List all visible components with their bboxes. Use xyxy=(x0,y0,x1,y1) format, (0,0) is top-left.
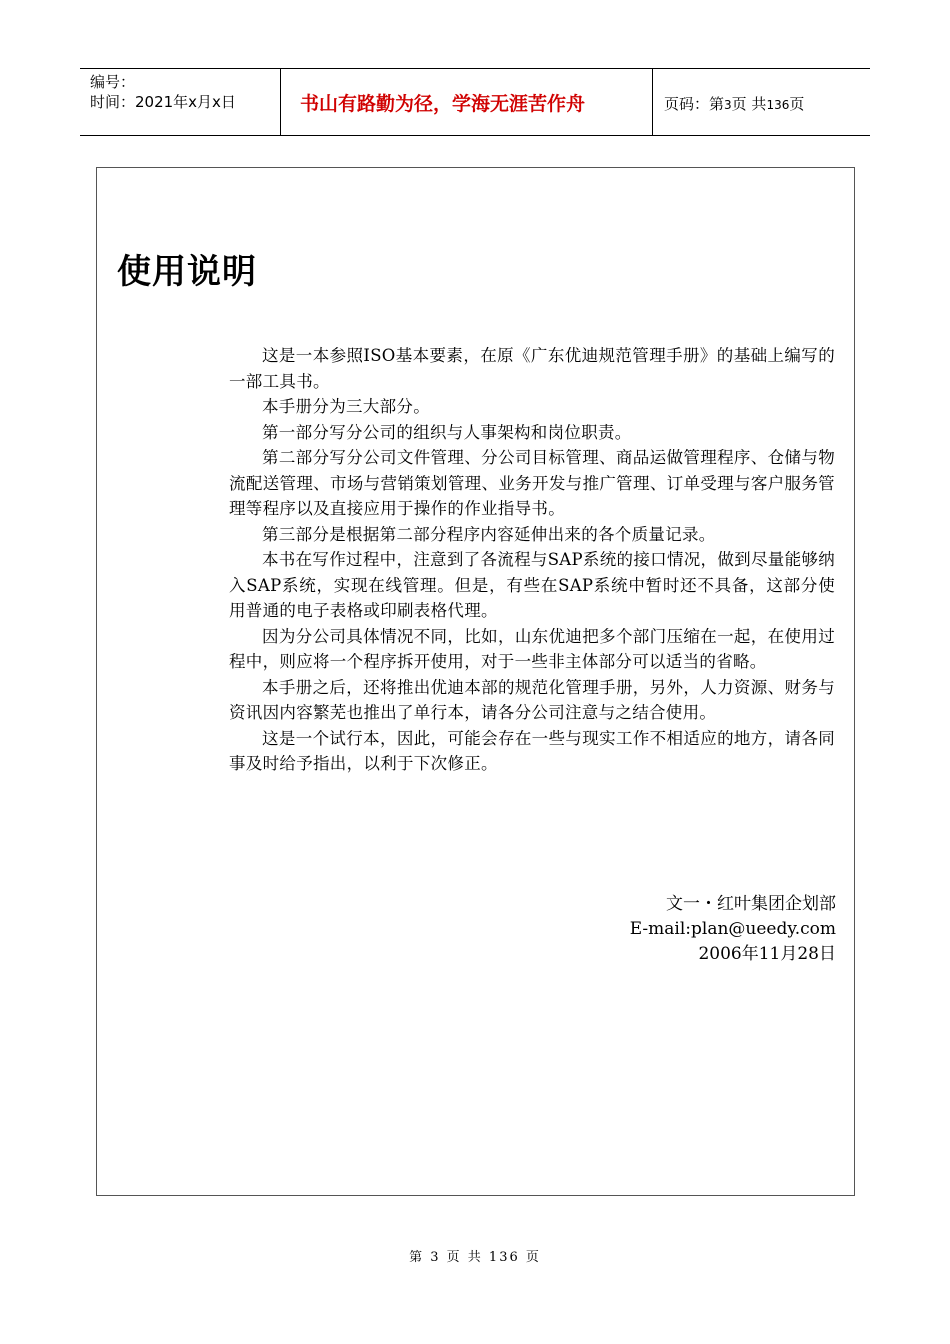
time-label: 时间：2021年x月x日 xyxy=(90,93,236,111)
paragraph: 本手册分为三大部分。 xyxy=(262,397,430,416)
page-current: 3 xyxy=(724,98,732,112)
page-label-mid: 页 共 xyxy=(731,95,767,113)
signature-email: E-mail:plan@ueedy.com xyxy=(629,919,836,939)
paragraph: 第一部分写分公司的组织与人事架构和岗位职责。 xyxy=(262,422,632,442)
paragraph: 这是一个试行本，因此，可能会存在一些与现实工作不相适应的地方，请各同事及时给予指出，以利于下次修正。 xyxy=(229,728,835,773)
page-footer: 第 3 页 共 136 页 xyxy=(409,1250,541,1265)
paragraph: 本手册之后，还将推出优迪本部的规范化管理手册，另外，人力资源、财务与资讯因内容繁芜也推出了单行本，请各分公司注意与之结合使用。 xyxy=(229,677,835,722)
signature-date: 2006年11月28日 xyxy=(698,944,836,964)
header-meta xyxy=(80,69,281,135)
number-label: 编号： xyxy=(90,73,136,91)
page-total: 136 xyxy=(766,98,790,112)
page-label-prefix: 页码：第 xyxy=(664,95,725,113)
paragraph: 本书在写作过程中，注意到了各流程与SAP系统的接口情况，做到尽量能够纳入SAP系统，实现在线管理。但是，有些在SAP系统中暂时还不具备，这部分使用普通的电子表格或印刷表格代理。 xyxy=(229,550,835,620)
signature-block xyxy=(630,892,836,967)
page-title: 使用说明 xyxy=(117,252,257,292)
signature-department: 文一・红叶集团企划部 xyxy=(666,894,836,914)
paragraph: 第三部分是根据第二部分程序内容延伸出来的各个质量记录。 xyxy=(262,524,716,544)
instructions-body xyxy=(229,343,835,777)
header-motto: 书山有路勤为径，学海无涯苦作舟 xyxy=(281,69,653,135)
paragraph: 这是一本参照ISO基本要素，在原《广东优迪规范管理手册》的基础上编写的一部工具书。 xyxy=(229,346,835,391)
header-page-number xyxy=(653,69,870,135)
paragraph: 因为分公司具体情况不同，比如，山东优迪把多个部门压缩在一起，在使用过程中，则应将一个程序拆开使用，对于一些非主体部分可以适当的省略。 xyxy=(229,626,835,671)
document-header xyxy=(80,68,870,136)
page-label-suffix: 页 xyxy=(789,95,805,113)
paragraph: 第二部分写分公司文件管理、分公司目标管理、商品运做管理程序、仓储与物流配送管理、市场与营销策划管理、业务开发与推广管理、订单受理与客户服务管理等程序以及直接应用于操作的作业指导书。 xyxy=(229,448,835,518)
